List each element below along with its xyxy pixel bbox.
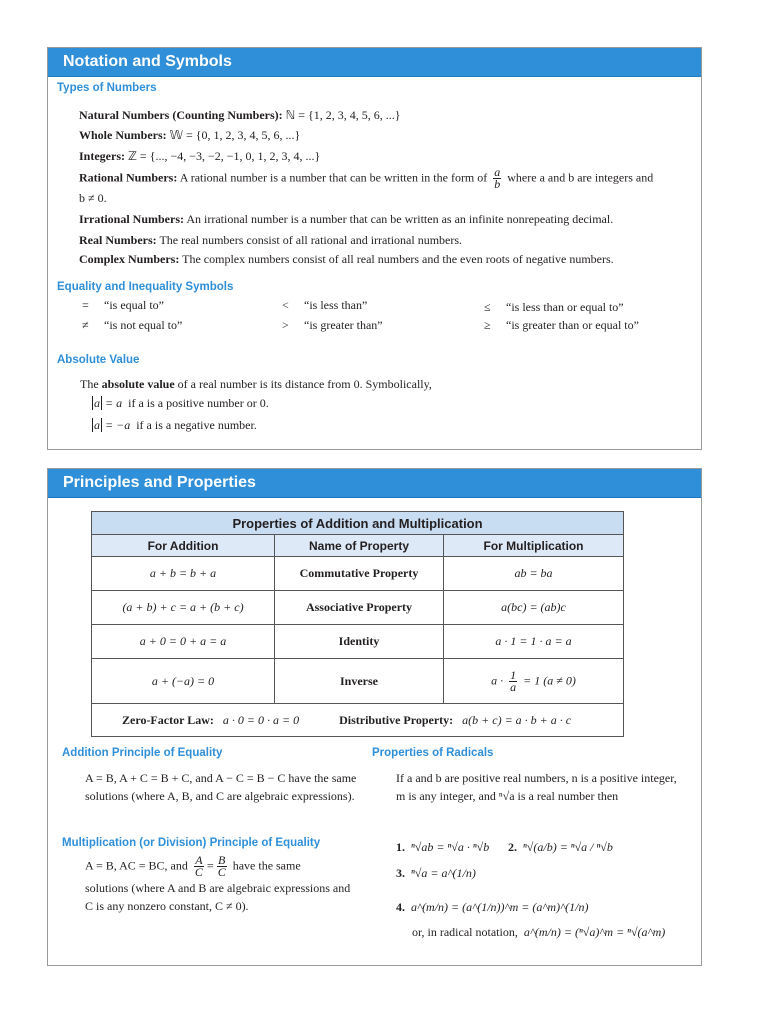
addition-principle-heading: Addition Principle of Equality	[62, 747, 223, 759]
natural-label: Natural Numbers (Counting Numbers):	[79, 108, 283, 122]
radical-property-3: 3. ⁿ√a = a^(1/n)	[396, 866, 476, 880]
table-title: Properties of Addition and Multiplication	[92, 512, 624, 535]
distributive-label: Distributive Property:	[339, 712, 454, 727]
natural-value: ℕ = {1, 2, 3, 4, 5, 6, ...}	[285, 108, 401, 122]
multiplication-principle-rest: solutions (where A and B are algebraic expressions and C is any nonzero constant, C ≠ 0).	[85, 881, 351, 913]
col-header-addition: For Addition	[92, 535, 275, 557]
multiplication-principle-heading: Multiplication (or Division) Principle of Equality	[62, 837, 321, 849]
radicals-intro: If a and b are positive real numbers, n is a positive integer, m is any integer, and ⁿ√a is a real number then	[396, 771, 677, 803]
absolute-value-intro: The absolute value of a real number is its distance from 0. Symbolically,	[80, 377, 432, 391]
zero-factor-label: Zero-Factor Law:	[122, 712, 214, 727]
integers-label: Integers:	[79, 149, 125, 163]
integers-value: ℤ = {..., −4, −3, −2, −1, 0, 1, 2, 3, 4, ...}	[127, 149, 321, 163]
symbol-not-equal: ≠ “is not equal to”	[82, 318, 183, 332]
rational-text2: where a and b are integers and	[507, 170, 654, 185]
radical-property-1: 1. ⁿ√ab = ⁿ√a · ⁿ√b	[396, 840, 490, 854]
radical-property-2: 2. ⁿ√(a/b) = ⁿ√a / ⁿ√b	[508, 840, 613, 854]
real-label: Real Numbers:	[79, 233, 157, 247]
radical-property-4: 4. a^(m/n) = (a^(1/n))^m = (a^m)^(1/n)	[396, 900, 589, 914]
complex-text: The complex numbers consist of all real numbers and the even roots of negative numbers.	[182, 252, 614, 266]
rational-text: A rational number is a number that can be written in the form of	[179, 170, 488, 185]
addition-principle-text: A = B, A + C = B + C, and A − C = B − C have the same solutions (where A, B, and C are algebraic expressions).	[85, 771, 357, 803]
real-numbers	[79, 233, 462, 248]
absolute-value-line1: a = a if a is a positive number or 0.	[94, 396, 269, 410]
absolute-value-heading: Absolute Value	[57, 354, 140, 366]
rational-text3: b ≠ 0.	[79, 191, 107, 205]
notation-panel-title: Notation and Symbols	[48, 48, 701, 77]
whole-label: Whole Numbers:	[79, 128, 167, 142]
multiplication-principle-line1: A = B, AC = BC, and $\frac{A}{C}$ = $\frac{B}{C}$ have the same	[85, 853, 301, 879]
properties-table	[91, 511, 624, 737]
integers	[79, 149, 320, 164]
col-header-name: Name of Property	[275, 535, 444, 557]
real-text: The real numbers consist of all rational and irrational numbers.	[159, 233, 463, 247]
table-footer-row	[92, 704, 624, 737]
rational-numbers	[79, 167, 653, 190]
table-row: a + (−a) = 0 Inverse a · $\frac{1}{a}$ = 1 (a ≠ 0)	[92, 659, 624, 704]
natural-numbers	[79, 108, 401, 123]
absolute-value-line2: a = −a if a is a negative number.	[94, 418, 257, 432]
types-heading: Types of Numbers	[57, 82, 157, 94]
irrational-numbers	[79, 212, 613, 227]
rational-label: Rational Numbers:	[79, 170, 178, 185]
symbol-equal: = “is equal to”	[82, 298, 164, 312]
distributive-eq: a(b + c) = a · b + a · c	[462, 712, 572, 727]
rational-fraction: $\frac{a}{b}$	[494, 165, 501, 191]
whole-value: 𝕎 = {0, 1, 2, 3, 4, 5, 6, ...}	[169, 128, 301, 142]
table-row: a + 0 = 0 + a = a Identity a · 1 = 1 · a = a	[92, 625, 624, 659]
irrational-text: An irrational number is a number that can be written as an infinite nonrepeating decimal.	[186, 212, 614, 226]
col-header-multiplication: For Multiplication	[444, 535, 624, 557]
complex-label: Complex Numbers:	[79, 252, 180, 266]
zero-factor-eq: a · 0 = 0 · a = 0	[222, 712, 300, 727]
symbol-greater-equal: ≥ “is greater than or equal to”	[484, 318, 639, 332]
table-row: (a + b) + c = a + (b + c) Associative Property a(bc) = (ab)c	[92, 591, 624, 625]
symbol-less-than: < “is less than”	[282, 298, 368, 312]
irrational-label: Irrational Numbers:	[79, 212, 184, 226]
symbol-greater-than: > “is greater than”	[282, 318, 383, 332]
symbol-less-equal: ≤ “is less than or equal to”	[484, 300, 624, 314]
radicals-heading: Properties of Radicals	[372, 747, 494, 759]
whole-numbers	[79, 128, 300, 143]
radical-notation: or, in radical notation, a^(m/n) = (ⁿ√a)^m = ⁿ√(a^m)	[412, 925, 666, 939]
complex-numbers	[79, 252, 614, 267]
equality-heading: Equality and Inequality Symbols	[57, 281, 234, 293]
table-row: a + b = b + a Commutative Property ab = ba	[92, 557, 624, 591]
principles-panel-title: Principles and Properties	[48, 469, 701, 498]
